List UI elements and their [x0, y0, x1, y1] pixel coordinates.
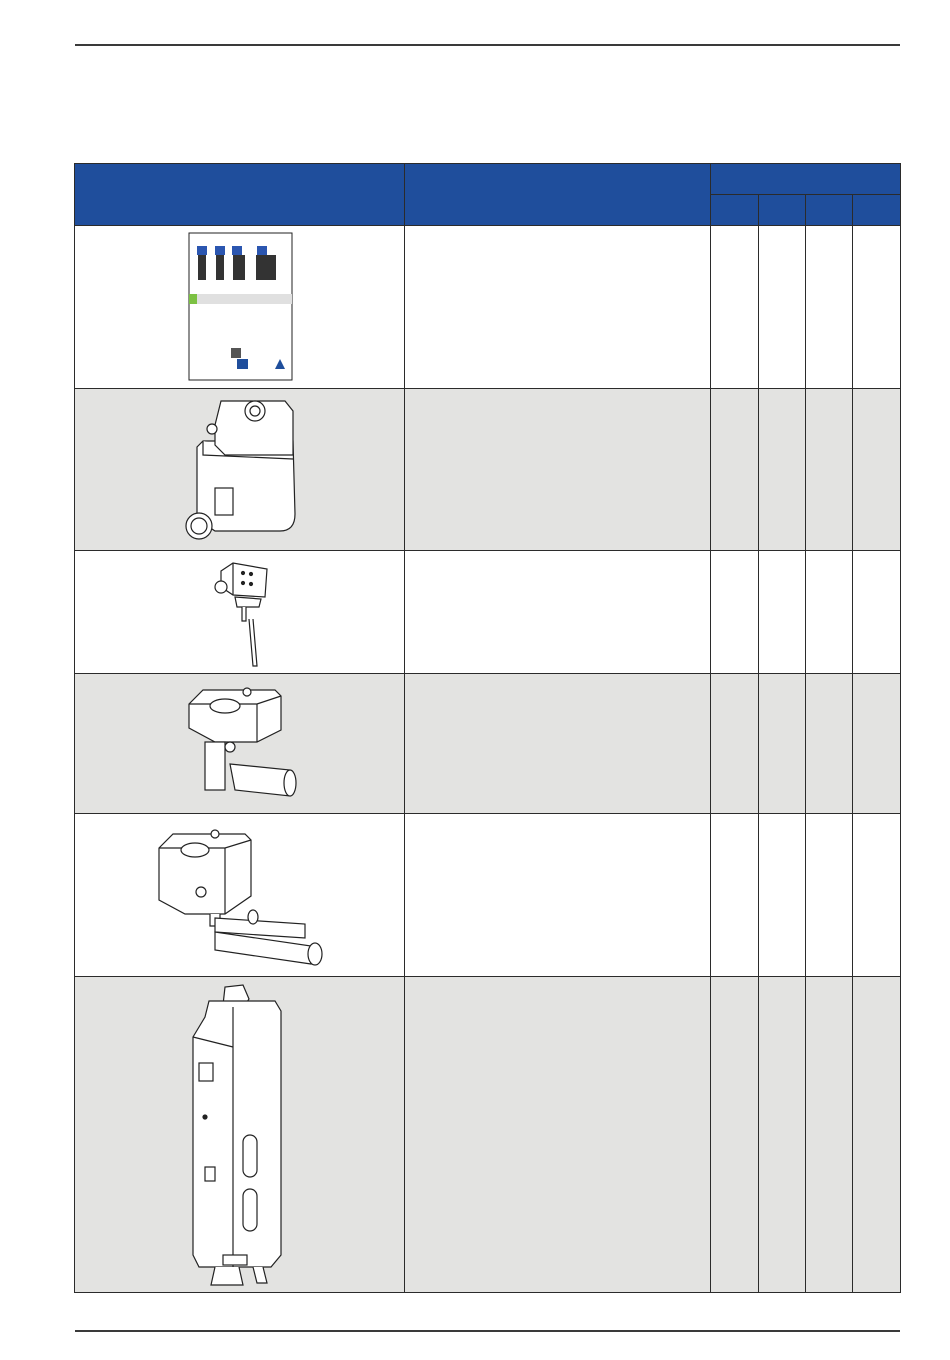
sensor-module-image	[75, 551, 405, 673]
part-image-cell	[75, 226, 405, 389]
mark-cell	[853, 551, 901, 674]
col-header-description	[405, 164, 711, 226]
col-header-sub-4	[853, 195, 901, 226]
table-row	[75, 389, 901, 551]
mark-cell	[759, 551, 806, 674]
mark-cell	[711, 389, 759, 551]
table-row	[75, 226, 901, 389]
mark-cell	[711, 674, 759, 814]
mark-cell	[853, 674, 901, 814]
mark-cell	[853, 226, 901, 389]
header-rule	[75, 44, 900, 46]
col-header-sub-3	[806, 195, 853, 226]
table-row	[75, 551, 901, 674]
part-description	[405, 226, 711, 389]
part-description	[405, 551, 711, 674]
mark-cell	[806, 551, 853, 674]
col-header-sub-2	[759, 195, 806, 226]
part-image-cell	[75, 551, 405, 674]
col-header-group	[711, 164, 901, 195]
mark-cell	[759, 389, 806, 551]
tall-column-unit-image	[75, 977, 405, 1292]
part-image-cell	[75, 977, 405, 1293]
tank-unit-image	[75, 389, 405, 550]
mark-cell	[853, 389, 901, 551]
mark-cell	[759, 977, 806, 1293]
table-row	[75, 814, 901, 977]
part-description	[405, 674, 711, 814]
pump-housing-short-image	[75, 674, 405, 813]
mark-cell	[759, 674, 806, 814]
mark-cell	[759, 226, 806, 389]
mark-cell	[806, 977, 853, 1293]
parts-table	[74, 163, 901, 1293]
mark-cell	[853, 977, 901, 1293]
part-description	[405, 977, 711, 1293]
mark-cell	[806, 814, 853, 977]
mark-cell	[806, 226, 853, 389]
part-image-cell	[75, 389, 405, 551]
pump-housing-long-image	[75, 814, 405, 976]
col-header-image	[75, 164, 405, 226]
mark-cell	[711, 814, 759, 977]
table-row	[75, 674, 901, 814]
mark-cell	[806, 389, 853, 551]
mark-cell	[806, 674, 853, 814]
mark-cell	[711, 226, 759, 389]
part-image-cell	[75, 674, 405, 814]
mark-cell	[759, 814, 806, 977]
part-description	[405, 389, 711, 551]
part-image-cell	[75, 814, 405, 977]
part-description	[405, 814, 711, 977]
mark-cell	[853, 814, 901, 977]
footer-rule	[75, 1330, 900, 1332]
brochure-cover-image	[75, 226, 405, 388]
table-row	[75, 977, 901, 1293]
col-header-sub-1	[711, 195, 759, 226]
mark-cell	[711, 551, 759, 674]
mark-cell	[711, 977, 759, 1293]
